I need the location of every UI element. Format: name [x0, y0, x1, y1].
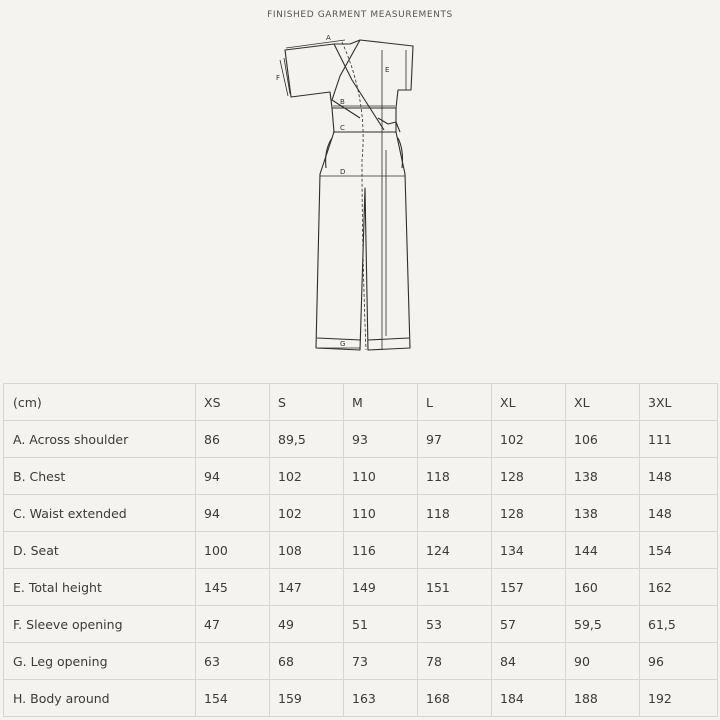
value-cell: 63	[196, 643, 270, 680]
table-row	[4, 532, 718, 569]
label-c: C	[340, 124, 345, 132]
value-cell: 118	[418, 458, 492, 495]
value-cell: 160	[566, 569, 640, 606]
label-d: D	[340, 168, 346, 176]
measurement-label-cell: C. Waist extended	[4, 495, 196, 532]
value-cell: 47	[196, 606, 270, 643]
page-title: FINISHED GARMENT MEASUREMENTS	[267, 10, 453, 20]
value-cell: 128	[492, 495, 566, 532]
value-cell: 134	[492, 532, 566, 569]
size-header-cell: S	[270, 384, 344, 421]
table-row	[4, 680, 718, 717]
measurement-label-cell: A. Across shoulder	[4, 421, 196, 458]
value-cell: 102	[270, 495, 344, 532]
value-cell: 84	[492, 643, 566, 680]
value-cell: 96	[640, 643, 718, 680]
size-header-cell: L	[418, 384, 492, 421]
value-cell: 151	[418, 569, 492, 606]
value-cell: 116	[344, 532, 418, 569]
value-cell: 110	[344, 458, 418, 495]
value-cell: 138	[566, 495, 640, 532]
label-e: E	[385, 66, 390, 74]
value-cell: 102	[492, 421, 566, 458]
size-header-cell: XL	[492, 384, 566, 421]
table-row	[4, 643, 718, 680]
measure-labels	[276, 34, 389, 348]
measurement-label-cell: G. Leg opening	[4, 643, 196, 680]
value-cell: 100	[196, 532, 270, 569]
value-cell: 188	[566, 680, 640, 717]
table-row	[4, 421, 718, 458]
size-header-cell: M	[344, 384, 418, 421]
value-cell: 73	[344, 643, 418, 680]
value-cell: 147	[270, 569, 344, 606]
value-cell: 68	[270, 643, 344, 680]
measurement-label-cell: E. Total height	[4, 569, 196, 606]
garment-technical-drawing	[260, 26, 460, 360]
value-cell: 163	[344, 680, 418, 717]
label-f: F	[276, 74, 281, 82]
label-a: A	[326, 34, 331, 42]
value-cell: 184	[492, 680, 566, 717]
value-cell: 53	[418, 606, 492, 643]
left-hem	[317, 338, 361, 340]
value-cell: 145	[196, 569, 270, 606]
value-cell: 128	[492, 458, 566, 495]
value-cell: 168	[418, 680, 492, 717]
value-cell: 110	[344, 495, 418, 532]
value-cell: 57	[492, 606, 566, 643]
value-cell: 102	[270, 458, 344, 495]
value-cell: 97	[418, 421, 492, 458]
value-cell: 49	[270, 606, 344, 643]
value-cell: 118	[418, 495, 492, 532]
table-row	[4, 569, 718, 606]
table-row	[4, 458, 718, 495]
measurement-label-cell: D. Seat	[4, 532, 196, 569]
body-around-dashed	[342, 42, 366, 350]
value-cell: 148	[640, 458, 718, 495]
value-cell: 144	[566, 532, 640, 569]
value-cell: 108	[270, 532, 344, 569]
value-cell: 106	[566, 421, 640, 458]
measurement-label-cell: F. Sleeve opening	[4, 606, 196, 643]
value-cell: 149	[344, 569, 418, 606]
size-chart-table	[3, 383, 718, 717]
value-cell: 111	[640, 421, 718, 458]
value-cell: 192	[640, 680, 718, 717]
unit-header-cell: (cm)	[4, 384, 196, 421]
value-cell: 86	[196, 421, 270, 458]
label-g: G	[340, 340, 346, 348]
table-header-row	[4, 384, 718, 421]
table-row	[4, 495, 718, 532]
size-header-cell: 3XL	[640, 384, 718, 421]
value-cell: 159	[270, 680, 344, 717]
label-b: B	[340, 98, 345, 106]
value-cell: 89,5	[270, 421, 344, 458]
right-hem	[368, 338, 409, 340]
value-cell: 154	[640, 532, 718, 569]
value-cell: 154	[196, 680, 270, 717]
value-cell: 124	[418, 532, 492, 569]
value-cell: 51	[344, 606, 418, 643]
size-header-cell: XS	[196, 384, 270, 421]
value-cell: 138	[566, 458, 640, 495]
value-cell: 93	[344, 421, 418, 458]
jumpsuit-flat-sketch	[260, 26, 460, 360]
value-cell: 61,5	[640, 606, 718, 643]
measurement-label-cell: H. Body around	[4, 680, 196, 717]
value-cell: 94	[196, 458, 270, 495]
value-cell: 157	[492, 569, 566, 606]
value-cell: 90	[566, 643, 640, 680]
value-cell: 162	[640, 569, 718, 606]
value-cell: 94	[196, 495, 270, 532]
measurement-label-cell: B. Chest	[4, 458, 196, 495]
value-cell: 148	[640, 495, 718, 532]
value-cell: 59,5	[566, 606, 640, 643]
size-header-cell: XL	[566, 384, 640, 421]
value-cell: 78	[418, 643, 492, 680]
table-row	[4, 606, 718, 643]
